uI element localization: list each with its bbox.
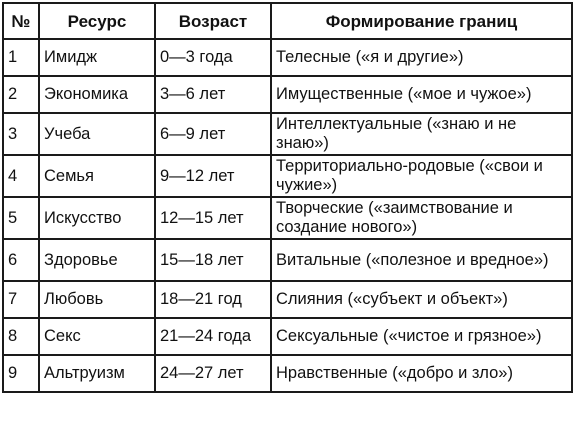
row-resource: Альтруизм <box>39 355 155 392</box>
table-header-row <box>3 3 572 39</box>
row-resource: Экономика <box>39 76 155 113</box>
row-resource: Здоровье <box>39 239 155 281</box>
row-number: 7 <box>3 281 39 318</box>
resource-boundaries-table <box>2 2 573 393</box>
table-row <box>3 197 572 239</box>
header-number: № <box>3 3 39 39</box>
row-boundary: Слияния («субъект и объект») <box>271 281 572 318</box>
row-number: 4 <box>3 155 39 197</box>
table-row <box>3 76 572 113</box>
row-age: 24—27 лет <box>155 355 271 392</box>
row-boundary: Творческие («заимствование и создание нового») <box>271 197 572 239</box>
row-resource: Учеба <box>39 113 155 155</box>
table-row <box>3 155 572 197</box>
row-boundary: Витальные («полезное и вредное») <box>271 239 572 281</box>
table-row <box>3 113 572 155</box>
row-resource: Любовь <box>39 281 155 318</box>
row-boundary: Имущественные («мое и чужое») <box>271 76 572 113</box>
row-number: 1 <box>3 39 39 76</box>
row-number: 2 <box>3 76 39 113</box>
row-number: 5 <box>3 197 39 239</box>
row-number: 8 <box>3 318 39 355</box>
row-boundary: Территориально-родовые («свои и чужие») <box>271 155 572 197</box>
row-age: 3—6 лет <box>155 76 271 113</box>
header-age: Возраст <box>155 3 271 39</box>
row-number: 3 <box>3 113 39 155</box>
row-resource: Имидж <box>39 39 155 76</box>
table-row <box>3 318 572 355</box>
row-boundary: Нравственные («добро и зло») <box>271 355 572 392</box>
header-boundary-formation: Формирование границ <box>271 3 572 39</box>
row-age: 9—12 лет <box>155 155 271 197</box>
row-resource: Секс <box>39 318 155 355</box>
row-boundary: Сексуальные («чистое и грязное») <box>271 318 572 355</box>
row-age: 6—9 лет <box>155 113 271 155</box>
row-age: 18—21 год <box>155 281 271 318</box>
row-age: 15—18 лет <box>155 239 271 281</box>
row-age: 21—24 года <box>155 318 271 355</box>
row-resource: Семья <box>39 155 155 197</box>
row-age: 12—15 лет <box>155 197 271 239</box>
table-row <box>3 355 572 392</box>
table-row <box>3 39 572 76</box>
row-boundary: Интеллектуальные («знаю и не знаю») <box>271 113 572 155</box>
table-row <box>3 239 572 281</box>
row-resource: Искусство <box>39 197 155 239</box>
row-number: 9 <box>3 355 39 392</box>
header-resource: Ресурс <box>39 3 155 39</box>
row-number: 6 <box>3 239 39 281</box>
table-row <box>3 281 572 318</box>
row-age: 0—3 года <box>155 39 271 76</box>
row-boundary: Телесные («я и другие») <box>271 39 572 76</box>
